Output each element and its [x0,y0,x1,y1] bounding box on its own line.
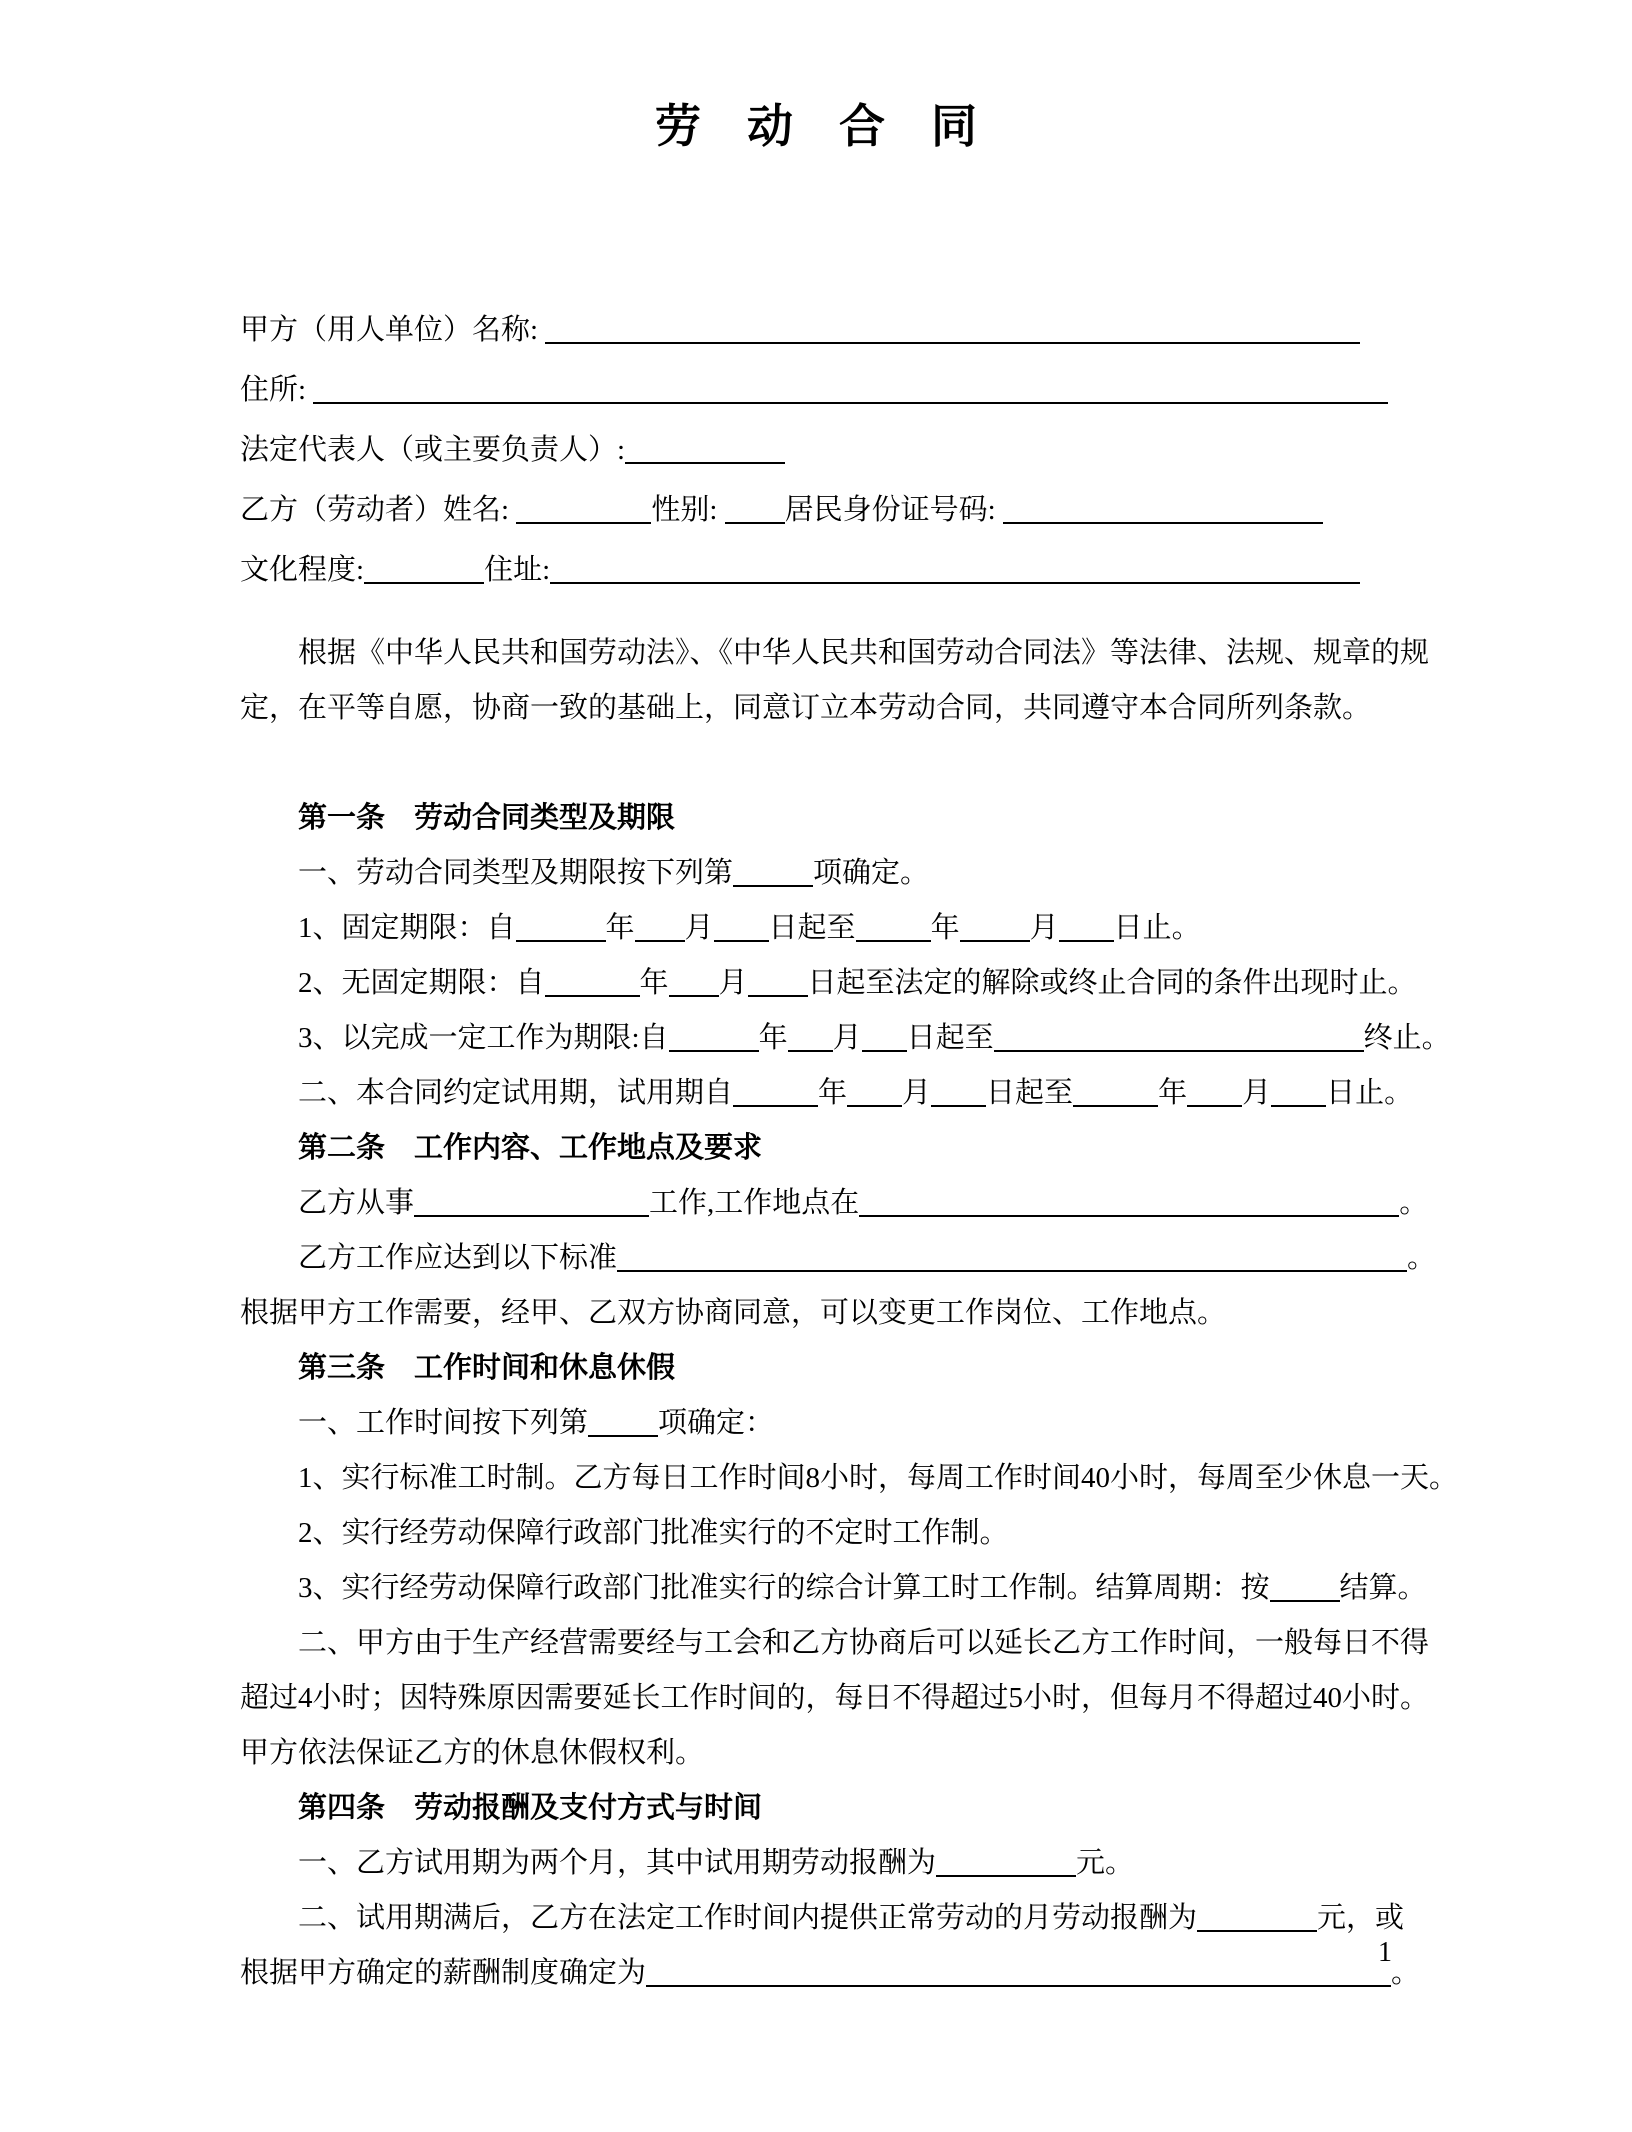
contract-line [240,1726,1460,1781]
contract-line [240,846,1460,901]
text-segment: 住址: [484,554,551,586]
text-segment: 1、固定期限：自 [298,912,516,944]
text-segment: 元，或 [1317,1902,1405,1934]
text-segment: 一、工作时间按下列第 [298,1407,589,1439]
text-segment: 元。 [1076,1847,1135,1879]
blank-field [545,995,640,997]
text-segment: 甲方依法保证乙方的休息休假权利。 [240,1737,705,1769]
text-segment: 二、试用期满后，乙方在法定工作时间内提供正常劳动的月劳动报酬为 [298,1902,1198,1934]
text-segment: 终止。 [1363,1022,1451,1054]
text-segment: 。 [1391,1957,1421,1989]
contract-line [240,1011,1460,1066]
contract-line [240,1231,1460,1286]
contract-line [240,1891,1460,1946]
text-segment: 根据《中华人民共和国劳动法》、《中华人民共和国劳动合同法》等法律、法规、规章的规 [298,637,1430,669]
blank-field [960,940,1030,942]
blank-field [313,402,1388,404]
contract-line [240,360,1460,420]
contract-line [240,681,1460,736]
text-segment: 一、劳动合同类型及期限按下列第 [298,857,734,889]
text-segment: 日止。 [1326,1077,1414,1109]
contract-line [240,956,1460,1011]
text-segment: 定，在平等自愿，协商一致的基础上，同意订立本劳动合同，共同遵守本合同所列条款。 [240,692,1372,724]
text-segment: 2、无固定期限：自 [298,967,545,999]
text-segment: 年 [818,1077,848,1109]
blank-field [725,522,785,524]
blank-field [994,1050,1364,1052]
contract-line [240,480,1460,540]
text-segment: 第二条 工作内容、工作地点及要求 [298,1132,763,1164]
contract-line [240,1286,1460,1341]
blank-field [669,1050,759,1052]
page-number: 1 [1378,1937,1392,1968]
blank-field [931,1105,986,1107]
text-segment: 第四条 劳动报酬及支付方式与时间 [298,1792,763,1824]
blank-field [847,1105,902,1107]
blank-field [862,1050,907,1052]
text-segment: 年 [930,912,960,944]
text-segment: 日起至 [906,1022,994,1054]
blank-field [364,582,484,584]
blank-field [1003,522,1323,524]
blank-field [545,342,1360,344]
text-segment: 超过4小时；因特殊原因需要延长工作时间的，每日不得超过5小时，但每月不得超过40小时。 [240,1682,1430,1714]
text-segment: 乙方（劳动者）姓名: [240,494,517,526]
blank-field [714,940,769,942]
contract-line [240,626,1460,681]
article-heading [240,1341,1460,1396]
blank-field [588,1435,658,1437]
article-heading [240,1781,1460,1836]
blank-field [1059,940,1114,942]
contract-line [240,1836,1460,1891]
text-segment: 日起至 [986,1077,1074,1109]
contract-line [240,1561,1460,1616]
text-segment: 。 [1399,1187,1429,1219]
text-segment: 月 [832,1022,862,1054]
text-segment: 月 [684,912,714,944]
blank-field [516,940,606,942]
article-heading [240,791,1460,846]
text-segment: 法定代表人（或主要负责人）: [240,434,626,466]
blank-field [516,522,651,524]
blank-field [550,582,1360,584]
spacer [240,736,1460,791]
blank-field [748,995,808,997]
text-segment: 一、乙方试用期为两个月，其中试用期劳动报酬为 [298,1847,937,1879]
text-segment: 文化程度: [240,554,365,586]
contract-line [240,1066,1460,1121]
text-segment: 3、以完成一定工作为期限:自 [298,1022,669,1054]
text-segment: 月 [718,967,748,999]
contract-line [240,1616,1460,1671]
text-segment: 年 [639,967,669,999]
blank-field [646,1985,1391,1987]
document-title: 劳 动 合 同 [655,101,977,152]
text-segment: 项确定。 [813,857,930,889]
text-segment: 根据甲方工作需要，经甲、乙双方协商同意，可以变更工作岗位、工作地点。 [240,1297,1227,1329]
text-segment: 年 [758,1022,788,1054]
contract-line [240,540,1460,600]
text-segment: 工作,工作地点在 [649,1187,860,1219]
text-segment: 日起至 [768,912,856,944]
blank-field [733,1105,818,1107]
text-segment: 结算。 [1339,1572,1427,1604]
contract-line [240,1451,1460,1506]
blank-field [617,1270,1407,1272]
blank-field [635,940,685,942]
blank-field [1187,1105,1242,1107]
blank-field [625,462,785,464]
blank-field [859,1215,1399,1217]
text-segment: 月 [902,1077,932,1109]
text-segment: 年 [1158,1077,1188,1109]
contract-line [240,1396,1460,1451]
contract-line [240,420,1460,480]
text-segment: 住所: [240,374,314,406]
contract-line [240,300,1460,360]
text-segment: 年 [605,912,635,944]
text-segment: 1、实行标准工时制。乙方每日工作时间8小时，每周工作时间40小时，每周至少休息一天。 [298,1462,1459,1494]
blank-field [1271,1105,1326,1107]
blank-field [1270,1600,1340,1602]
text-segment: 。 [1407,1242,1437,1274]
contract-line [240,1671,1460,1726]
document-body [0,300,1632,2001]
contract-line [240,1506,1460,1561]
text-segment: 2、实行经劳动保障行政部门批准实行的不定时工作制。 [298,1517,1009,1549]
text-segment: 二、甲方由于生产经营需要经与工会和乙方协商后可以延长乙方工作时间，一般每日不得 [298,1627,1430,1659]
text-segment: 日起至法定的解除或终止合同的条件出现时止。 [807,967,1417,999]
text-segment: 3、实行经劳动保障行政部门批准实行的综合计算工时工作制。结算周期：按 [298,1572,1270,1604]
text-segment: 性别: [651,494,725,526]
blank-field [669,995,719,997]
text-segment: 二、本合同约定试用期，试用期自 [298,1077,734,1109]
contract-line [240,901,1460,956]
blank-field [1197,1930,1317,1932]
text-segment: 乙方工作应达到以下标准 [298,1242,618,1274]
text-segment: 根据甲方确定的薪酬制度确定为 [240,1957,647,1989]
article-heading [240,1121,1460,1176]
text-segment: 月 [1029,912,1059,944]
text-segment: 甲方（用人单位）名称: [240,314,546,346]
text-segment: 第三条 工作时间和休息休假 [298,1352,676,1384]
blank-field [788,1050,833,1052]
blank-field [733,885,813,887]
text-segment: 月 [1242,1077,1272,1109]
text-segment: 居民身份证号码: [784,494,1003,526]
text-segment: 乙方从事 [298,1187,415,1219]
text-segment: 日止。 [1113,912,1201,944]
blank-field [936,1875,1076,1877]
blank-field [414,1215,649,1217]
text-segment: 第一条 劳动合同类型及期限 [298,802,676,834]
blank-field [1073,1105,1158,1107]
text-segment: 项确定： [658,1407,775,1439]
blank-field [856,940,931,942]
contract-line [240,1946,1460,2001]
contract-line [240,1176,1460,1231]
